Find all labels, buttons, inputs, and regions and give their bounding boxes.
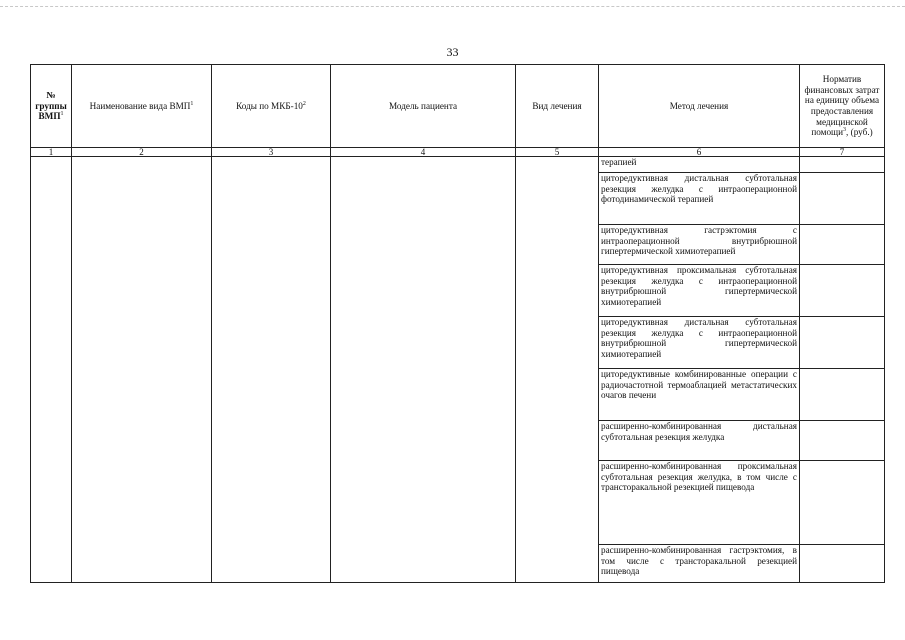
cost-norm-cell [800,421,885,461]
column-number: 4 [331,148,516,157]
header-icd-codes: Коды по МКБ-$10^2$ [212,65,331,148]
column-number: 7 [800,148,885,157]
group-number-cell [31,157,72,583]
patient-model-cell [331,157,516,583]
method-cell: циторедуктивная проксимальная субтотальная резекция желудка с интраоперационной внутрибрюшной гипертермической химиотерапией [599,265,800,317]
method-cell: расширенно-комбинированная гастрэктомия, в том числе с трансторакальной резекцией пищевода [599,545,800,583]
cost-norm-cell [800,265,885,317]
cost-norm-cell [800,369,885,421]
column-number: 2 [72,148,212,157]
header-treatment-type: Вид лечения [516,65,599,148]
header-group-number: № группы ВМП$^1$ [31,65,72,148]
cost-norm-cell [800,545,885,583]
scan-artifact-line [0,6,905,7]
cost-norm-cell [800,225,885,265]
method-cell: циторедуктивная дистальная субтотальная резекция желудка с интраоперационной фотодинамической терапией [599,173,800,225]
cost-norm-cell [800,173,885,225]
method-cell: циторедуктивная гастрэктомия с интраоперационной внутрибрюшной гипертермической химиотерапией [599,225,800,265]
column-number: 3 [212,148,331,157]
column-number-row [31,148,885,157]
header-cost-norm: Норматив финансовых затрат на единицу объема предоставления медицинской помощи$^3$, (руб.) [800,65,885,148]
method-cell: терапией [599,157,800,173]
vmp-name-cell [72,157,212,583]
column-number: 5 [516,148,599,157]
cost-norm-cell [800,157,885,173]
cost-norm-cell [800,317,885,369]
method-cell: циторедуктивная дистальная субтотальная резекция желудка с интраоперационной внутрибрюшной гипертермической химиотерапией [599,317,800,369]
method-cell: расширенно-комбинированная проксимальная субтотальная резекция желудка, в том числе с трансторакальной резекцией пищевода [599,461,800,545]
treatment-type-cell [516,157,599,583]
method-cell: расширенно-комбинированная дистальная субтотальная резекция желудка [599,421,800,461]
cost-norm-cell [800,461,885,545]
header-row [31,65,885,148]
method-cell: циторедуктивные комбинированные операции с радиочастотной термоаблацией метастатических очагов печени [599,369,800,421]
header-patient-model: Модель пациента [331,65,516,148]
column-number: 6 [599,148,800,157]
page-number: 33 [446,45,459,59]
header-vmp-name: Наименование вида ВМП$^1$ [72,65,212,148]
icd-codes-cell [212,157,331,583]
column-number: 1 [31,148,72,157]
vmp-table [30,64,885,583]
table-row [31,157,885,173]
header-treatment-method: Метод лечения [599,65,800,148]
